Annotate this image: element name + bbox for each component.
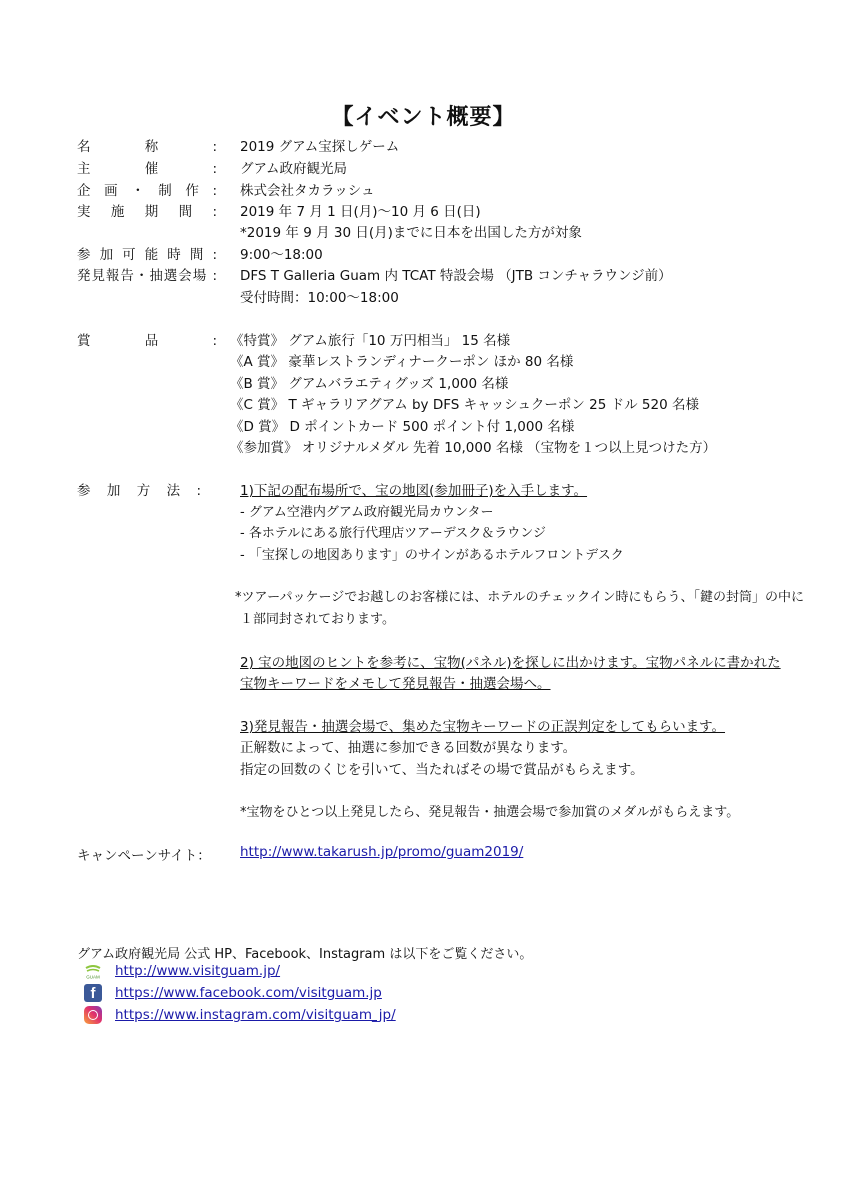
period-note: *2019 年 9 月 30 日(月)までに日本を出国した方が対象 — [240, 225, 582, 241]
prize-item: 《C 賞》 T ギャラリアグアム by DFS キャッシュクーポン 25 ドル 520 名様 — [230, 397, 699, 413]
hours-value: 9:00～18:00 — [240, 247, 323, 263]
footer-intro: グアム政府観光局 公式 HP、Facebook、Instagram は以下をご覧ください。 — [77, 947, 533, 962]
method-step3: 3)発見報告・抽選会場で、集めた宝物キーワードの正誤判定をしてもらいます。 — [240, 719, 726, 735]
facebook-icon: f — [84, 984, 102, 1002]
medal-note: *宝物をひとつ以上発見したら、発見報告・抽選会場で参加賞のメダルがもらえます。 — [240, 805, 740, 820]
visitguam-row — [84, 961, 280, 981]
name-label: 名 称 : — [77, 139, 217, 155]
name-value: 2019 グアム宝探しゲーム — [240, 139, 400, 155]
page-title: 【イベント概要】 — [331, 105, 516, 130]
method-step1: 1)下記の配布場所で、宝の地図(参加冊子)を入手します。 — [240, 483, 588, 499]
visitguam-logo-icon — [84, 962, 102, 980]
method-step3-detail1: 正解数によって、抽選に参加できる回数が異なります。 — [240, 740, 577, 756]
instagram-row — [84, 1005, 396, 1025]
campaign-link[interactable]: http://www.takarush.jp/promo/guam2019/ — [240, 844, 524, 860]
method-step2-line2: 宝物キーワードをメモして発見報告・抽選会場へ。 — [240, 676, 551, 692]
instagram-icon — [84, 1006, 102, 1024]
distribution-place: - グアム空港内グアム政府観光局カウンター — [240, 505, 494, 520]
prize-item: 《A 賞》 豪華レストランディナークーポン ほか 80 名様 — [230, 354, 574, 370]
campaign-label: キャンペーンサイト： — [77, 848, 211, 864]
method-label: 参 加 方 法 : — [77, 483, 201, 499]
period-label: 実 施 期 間 : — [77, 204, 217, 220]
venue-value: DFS T Galleria Guam 内 TCAT 特設会場 （JTB コンチャラウンジ前） — [240, 268, 672, 284]
prize-item: 《D 賞》 D ポイントカード 500 ポイント付 1,000 名様 — [230, 419, 575, 435]
distribution-place: - 各ホテルにある旅行代理店ツアーデスク＆ラウンジ — [240, 526, 546, 541]
tour-note-line1: *ツアーパッケージでお越しのお客様には、ホテルのチェックイン時にもらう、「鍵の封筒」の中に — [235, 590, 805, 605]
method-step3-detail2: 指定の回数のくじを引いて、当たればその場で賞品がもらえます。 — [240, 762, 644, 778]
hours-label: 参 加 可 能 時 間 : — [77, 247, 217, 263]
tour-note-line2: １部同封されております。 — [240, 612, 395, 627]
distribution-place: - 「宝探しの地図あります」のサインがあるホテルフロントデスク — [240, 548, 624, 563]
visitguam-link[interactable]: http://www.visitguam.jp/ — [115, 963, 281, 979]
period-value: 2019 年 7 月 1 日(月)～10 月 6 日(日) — [240, 204, 481, 220]
method-step2-line1: 2) 宝の地図のヒントを参考に、宝物(パネル)を探しに出かけます。宝物パネルに書かれた — [240, 655, 781, 671]
instagram-link[interactable]: https://www.instagram.com/visitguam_jp/ — [115, 1007, 396, 1023]
host-label: 主 催 : — [77, 161, 217, 177]
plan-value: 株式会社タカラッシュ — [240, 183, 375, 199]
visitguam-logo-text: GUAM — [86, 974, 100, 980]
prize-item: 《参加賞》 オリジナルメダル 先着 10,000 名様 （宝物を１つ以上見つけた方） — [230, 440, 717, 456]
facebook-row — [84, 983, 382, 1003]
prizes-label: 賞 品 : — [77, 333, 217, 349]
plan-label: 企 画 ・ 制 作 : — [77, 183, 217, 199]
prize-item: 《特賞》 グアム旅行「10 万円相当」 15 名様 — [230, 333, 511, 349]
host-value: グアム政府観光局 — [240, 161, 348, 177]
prize-item: 《B 賞》 グアムバラエティグッズ 1,000 名様 — [230, 376, 509, 392]
venue-label: 発見報告・抽選会場 : — [77, 268, 217, 284]
venue-hours: 受付時間：10:00～18:00 — [240, 290, 399, 306]
facebook-link[interactable]: https://www.facebook.com/visitguam.jp — [115, 985, 382, 1001]
